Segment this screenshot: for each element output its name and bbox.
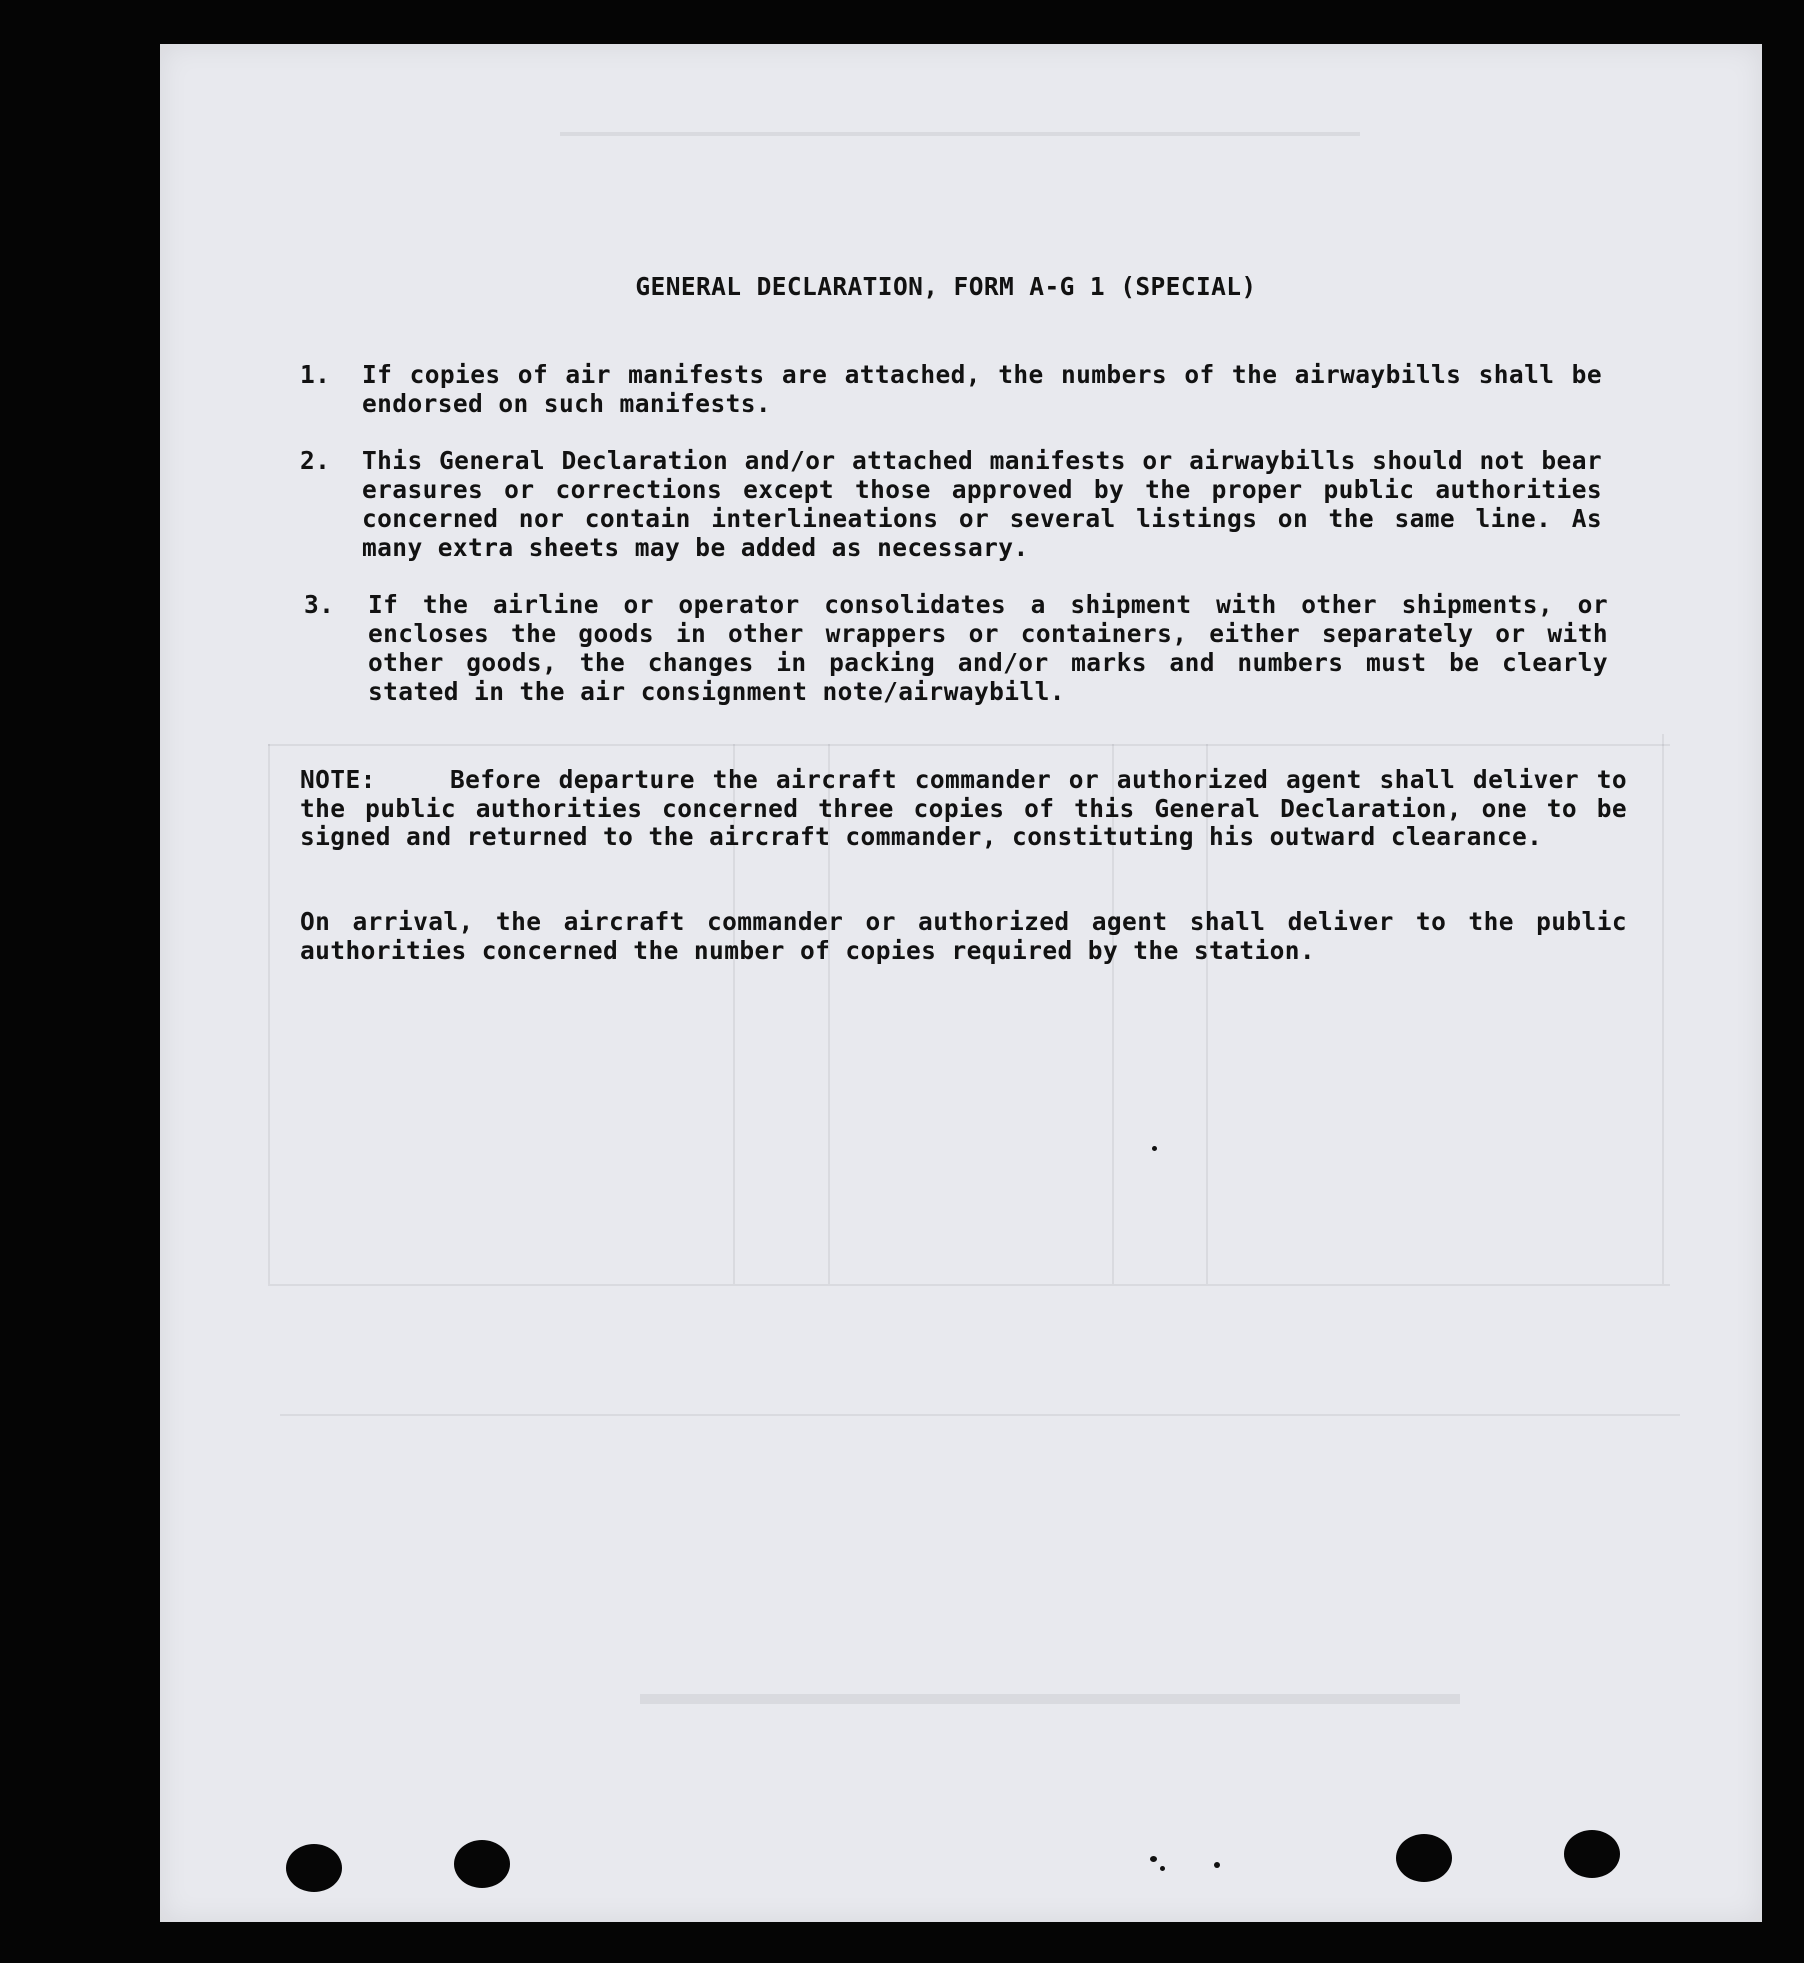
- note-paragraph: [300, 766, 1627, 852]
- item-number: 3.: [304, 590, 335, 619]
- speck-mark: [1160, 1866, 1165, 1871]
- document-page: [160, 44, 1762, 1922]
- item-text: If the airline or operator consolidates a shipment with other shipments, or encloses the goods in other wrappers or containers, either separately or with other goods, the changes in packing and/or marks and numbers must be clearly stated in the air consignment note/airwaybill.: [368, 590, 1608, 706]
- form-title-text: GENERAL DECLARATION, FORM A-G 1 (SPECIAL): [635, 272, 1257, 301]
- instruction-item-3: [300, 590, 1608, 712]
- instruction-item-1: [300, 360, 1600, 424]
- arrival-text: On arrival, the aircraft commander or authorized agent shall deliver to the public authorities concerned the number of copies required by the station.: [300, 907, 1627, 965]
- punch-hole-mark: [1564, 1830, 1620, 1878]
- note-label: NOTE:: [300, 765, 376, 794]
- punch-hole-mark: [1396, 1834, 1452, 1882]
- arrival-paragraph: [300, 908, 1627, 965]
- instruction-item-2: [300, 446, 1600, 568]
- item-text: This General Declaration and/or attached manifests or airwaybills should not bear erasures or corrections except those approved by the proper public authorities concerned nor contain interlineations or several listings on the same line. As many extra sheets may be added as necessary.: [362, 446, 1602, 562]
- punch-hole-mark: [454, 1840, 510, 1888]
- form-title: [160, 272, 1762, 301]
- punch-hole-mark: [286, 1844, 342, 1892]
- speck-mark: [1214, 1862, 1220, 1868]
- note-text: Before departure the aircraft commander or authorized agent shall deliver to the public authorities concerned three copies of this General Declaration, one to be signed and returned to the aircraft commander, constituting his outward clearance.: [300, 765, 1627, 851]
- item-number: 2.: [300, 446, 331, 475]
- show-through-background: [160, 44, 1762, 1922]
- speck-mark: [1152, 1146, 1157, 1151]
- item-text: If copies of air manifests are attached, the numbers of the airwaybills shall be endorsed on such manifests.: [362, 360, 1602, 418]
- item-number: 1.: [300, 360, 331, 389]
- speck-mark: [1150, 1856, 1157, 1862]
